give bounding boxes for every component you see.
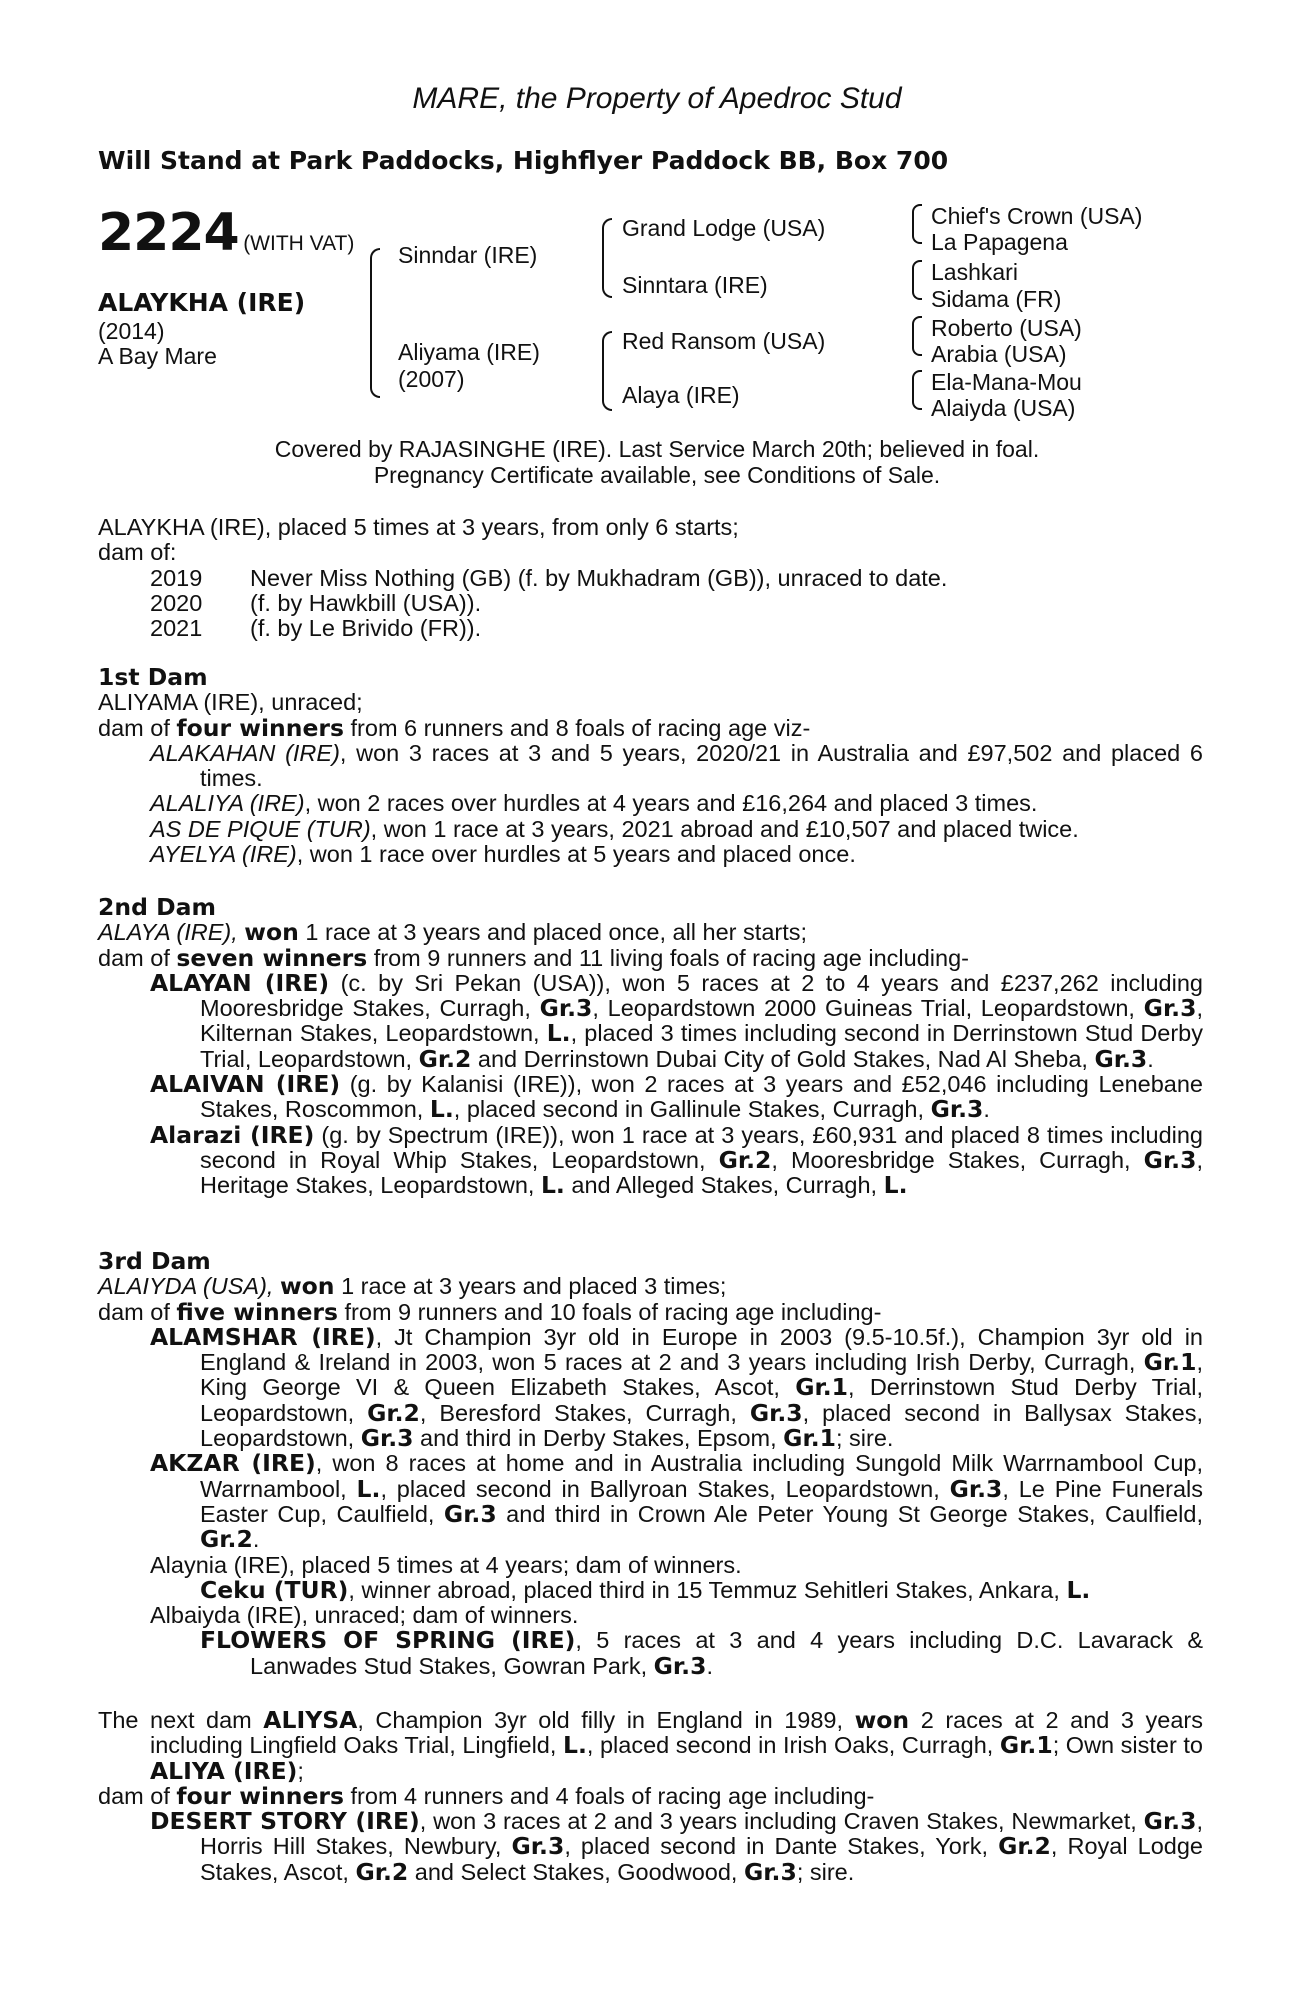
grade: L. — [540, 1171, 565, 1200]
second-dam-line — [98, 920, 1203, 945]
text: ; sire. — [835, 1425, 894, 1452]
grand-offspring-entry — [98, 1628, 1203, 1679]
text: , won 3 races at 2 and 3 years including Craven Stakes, Newmarket, — [419, 1808, 1144, 1835]
lot-number: 2224 — [98, 203, 239, 263]
text: . — [1147, 1045, 1154, 1072]
next-dam-dam-of — [98, 1781, 1203, 1810]
dam-name: ALAYA (IRE), — [98, 919, 245, 946]
text: , Kilternan Stakes, Leopardstown, — [200, 995, 1203, 1047]
grade: Gr.1 — [1143, 1348, 1197, 1377]
grade: Gr.1 — [795, 1373, 848, 1402]
offspring-entry — [98, 968, 1204, 1073]
vat-note: (WITH VAT) — [243, 232, 355, 255]
winners-count: four winners — [176, 1781, 344, 1810]
covering-line-1: Covered by RAJASINGHE (IRE). Last Service March 20th; believed in foal. — [274, 436, 1040, 462]
next-dam-section — [98, 1708, 1203, 1885]
pedigree-g2: La Papagena — [931, 229, 1068, 255]
grade: Gr.3 — [749, 1398, 803, 1427]
second-dam-dam-of — [98, 943, 1203, 972]
text: ; Own sister to — [1052, 1732, 1203, 1759]
pedigree-sire-dam: Sinntara (IRE) — [622, 272, 768, 298]
produce-text: (f. by Le Brivido (FR)). — [250, 615, 482, 642]
produce-text: Never Miss Nothing (GB) (f. by Mukhadram (GB)), unraced to date. — [250, 564, 948, 591]
text: 1 race at 3 years and placed once, all her starts; — [298, 919, 808, 946]
covering-line-2: Pregnancy Certificate available, see Conditions of Sale. — [373, 462, 941, 488]
grade: L. — [429, 1095, 454, 1124]
dam-name: ALAIYDA (USA), — [98, 1273, 280, 1300]
produce-row — [150, 566, 947, 591]
text: 2 races at 2 and 3 years including Lingfield Oaks Trial, Lingfield, — [150, 1707, 1203, 1759]
pedigree-dam: Aliyama (IRE) — [398, 339, 540, 365]
text: , placed second in Ballysax Stakes, Leopardstown, — [200, 1399, 1203, 1452]
offspring-entry — [98, 1072, 1203, 1123]
sister-name: ALIYA (IRE) — [150, 1756, 298, 1785]
offspring-entry — [98, 791, 1203, 816]
text: and Alleged Stakes, Curragh, — [564, 1172, 884, 1199]
grade: Gr.3 — [1094, 1044, 1148, 1073]
next-dam-line — [98, 1708, 1203, 1784]
offspring-name: AS DE PIQUE (TUR) — [150, 815, 371, 842]
pedigree-sire-sire: Grand Lodge (USA) — [622, 215, 826, 241]
brace-g12 — [912, 204, 922, 244]
text: , King George VI & Queen Elizabeth Stakes, Ascot, — [200, 1349, 1203, 1401]
produce-year: 2021 — [150, 615, 203, 642]
text: ; — [297, 1757, 304, 1784]
grade: Gr.3 — [360, 1424, 414, 1453]
text: , Mooresbridge Stakes, Curragh, — [771, 1146, 1144, 1173]
first-dam-section — [98, 665, 1203, 867]
second-dam-heading: 2nd Dam — [98, 893, 216, 921]
offspring-entry — [98, 1809, 1203, 1885]
third-dam-heading: 3rd Dam — [98, 1247, 211, 1275]
pedigree-g6: Arabia (USA) — [931, 341, 1067, 367]
offspring-name: ALAKAHAN (IRE) — [150, 739, 340, 766]
sire-brace — [602, 218, 612, 298]
text: . — [252, 1526, 260, 1553]
text: dam of — [98, 1298, 177, 1325]
text: from 9 runners and 10 foals of racing age including- — [337, 1298, 882, 1325]
winners-count: five winners — [176, 1297, 338, 1326]
brace-g34 — [912, 260, 922, 300]
text: dam of — [98, 944, 177, 971]
offspring-text: , won 3 races at 3 and 5 years, 2020/21 in Australia and £97,502 and placed 6 times. — [200, 739, 1203, 792]
pedigree-g1: Chief's Crown (USA) — [931, 203, 1143, 229]
grade: Gr.3 — [539, 994, 593, 1023]
text: , placed 3 times including second in Derrinstown Stud Derby Trial, Leopardstown, — [200, 1020, 1204, 1072]
offspring-entry — [98, 1120, 1203, 1200]
offspring-name: ALAYAN (IRE) — [150, 968, 330, 997]
text: and third in Crown Ale Peter Young St George Stakes, Caulfield, — [496, 1500, 1203, 1527]
text: , Leopardstown 2000 Guineas Trial, Leopardstown, — [592, 995, 1144, 1022]
covering-note — [0, 436, 1314, 488]
offspring-entry: Alaynia (IRE), placed 5 times at 4 years; dam of winners. — [150, 1551, 742, 1578]
text: , Beresford Stakes, Curragh, — [419, 1399, 750, 1426]
offspring-entry — [98, 1322, 1204, 1453]
horse-name: ALAYKHA (IRE) — [98, 288, 306, 317]
pedigree-sire: Sinndar (IRE) — [398, 242, 538, 268]
text: , Le Pine Funerals Easter Cup, Caulfield, — [200, 1475, 1203, 1527]
text: , Horris Hill Stakes, Newbury, — [200, 1808, 1203, 1860]
text: , Royal Lodge Stakes, Ascot, — [200, 1833, 1203, 1885]
page-title: MARE, the Property of Apedroc Stud — [412, 82, 902, 115]
dam-name: ALIYSA — [263, 1706, 358, 1734]
text: , winner abroad, placed third in 15 Temmuz Sehitleri Stakes, Ankara, — [348, 1576, 1067, 1603]
text: , placed second in Irish Oaks, Curragh, — [586, 1732, 1000, 1759]
record-dam-of: dam of: — [98, 539, 177, 566]
horse-description: A Bay Mare — [98, 343, 217, 369]
grade: L. — [883, 1171, 908, 1200]
pedigree-g4: Sidama (FR) — [931, 286, 1062, 312]
text: , Champion 3yr old filly in England in 1989, — [357, 1707, 855, 1733]
third-dam-dam-of — [98, 1297, 1203, 1326]
grade: Gr.2 — [418, 1044, 472, 1073]
record-intro: ALAYKHA (IRE), placed 5 times at 3 years, from only 6 starts; — [98, 514, 739, 540]
grade: L. — [562, 1731, 587, 1760]
second-dam-section — [98, 895, 1203, 1199]
first-dam-dam-of — [98, 713, 1203, 742]
won-label: won — [279, 1272, 335, 1301]
text: from 9 runners and 11 living foals of racing age including- — [367, 944, 969, 971]
produce-table — [150, 566, 947, 642]
text: (g. by Kalanisi (IRE)), won 2 races at 3 years and £52,046 including Lenebane Stakes, Roscommon, — [200, 1071, 1203, 1123]
produce-year: 2020 — [150, 589, 203, 616]
offspring-entry: Albaiyda (IRE), unraced; dam of winners. — [150, 1602, 579, 1629]
text: and Derrinstown Dubai City of Gold Stakes, Nad Al Sheba, — [471, 1045, 1095, 1072]
offspring-text: , won 1 race at 3 years, 2021 abroad and £10,507 and placed twice. — [370, 815, 1079, 842]
pedigree-g3: Lashkari — [931, 259, 1018, 285]
grade: Gr.2 — [998, 1832, 1051, 1861]
grade: Gr.3 — [949, 1474, 1003, 1503]
won-label: won — [854, 1706, 910, 1734]
grade: L. — [356, 1474, 381, 1503]
produce-text: (f. by Hawkbill (USA)). — [250, 589, 482, 616]
grade: Gr.3 — [930, 1095, 984, 1124]
text: (g. by Spectrum (IRE)), won 1 race at 3 years, £60,931 and placed 8 times including second in Royal Whip Stakes, Leopardstown, — [200, 1121, 1203, 1173]
grade: Gr.2 — [718, 1145, 772, 1174]
grade: Gr.1 — [783, 1424, 836, 1453]
text: , won 8 races at home and in Australia including Sungold Milk Warrnambool Cup, Warrnambool, — [200, 1450, 1203, 1502]
grade: Gr.2 — [355, 1857, 409, 1886]
grade: Gr.2 — [200, 1525, 253, 1554]
offspring-name: DESERT STORY (IRE) — [150, 1807, 420, 1836]
pedigree-g5: Roberto (USA) — [931, 315, 1082, 341]
offspring-name: Alarazi (IRE) — [150, 1120, 315, 1149]
offspring-name: ALAIVAN (IRE) — [150, 1070, 341, 1099]
text: . — [983, 1096, 990, 1123]
produce-year: 2019 — [150, 564, 203, 591]
grade: Gr.1 — [999, 1731, 1053, 1760]
grade: Gr.3 — [1143, 1807, 1197, 1836]
grade: Gr.2 — [367, 1398, 420, 1427]
text: , Derrinstown Stud Derby Trial, Leopardstown, — [200, 1374, 1203, 1426]
text: and Select Stakes, Goodwood, — [408, 1858, 744, 1885]
text: . — [706, 1652, 713, 1679]
third-dam-section — [98, 1249, 1203, 1679]
pedigree-g8: Alaiyda (USA) — [931, 395, 1076, 421]
text: from 6 runners and 8 foals of racing age viz- — [344, 714, 811, 741]
offspring-entry — [98, 817, 1203, 842]
text: dam of — [98, 714, 177, 741]
brace-g78 — [912, 370, 922, 410]
dam-line-brace — [370, 248, 380, 398]
grade: L. — [546, 1019, 571, 1048]
text: 1 race at 3 years and placed 3 times; — [334, 1273, 727, 1300]
offspring-entry — [98, 741, 1203, 792]
offspring-name: FLOWERS OF SPRING (IRE) — [200, 1626, 576, 1655]
text: and third in Derby Stakes, Epsom, — [413, 1425, 784, 1452]
first-dam-line: ALIYAMA (IRE), unraced; — [98, 689, 363, 716]
offspring-name: ALAMSHAR (IRE) — [150, 1322, 376, 1351]
text: dam of — [98, 1782, 177, 1809]
pedigree-dam-year: (2007) — [398, 366, 465, 392]
produce-row — [150, 616, 947, 641]
offspring-text: , won 2 races over hurdles at 4 years and £16,264 and placed 3 times. — [304, 790, 1038, 817]
grade: L. — [1066, 1575, 1091, 1604]
offspring-entry — [98, 842, 1203, 867]
offspring-entry — [98, 1451, 1203, 1552]
lot-number-block — [98, 203, 354, 263]
text: , Heritage Stakes, Leopardstown, — [200, 1146, 1203, 1199]
pedigree-dam-sire: Red Ransom (USA) — [622, 328, 826, 354]
first-dam-heading: 1st Dam — [98, 663, 208, 691]
dam-brace — [602, 331, 612, 411]
text: , placed second in Dante Stakes, York, — [564, 1833, 999, 1860]
grade: Gr.3 — [653, 1651, 707, 1680]
grade: Gr.3 — [1143, 994, 1197, 1023]
grade: Gr.3 — [744, 1857, 797, 1886]
grade: Gr.3 — [511, 1832, 565, 1861]
stand-location: Will Stand at Park Paddocks, Highflyer Paddock BB, Box 700 — [98, 146, 949, 175]
offspring-name: ALALIYA (IRE) — [150, 790, 305, 817]
produce-record — [98, 515, 1203, 641]
offspring-name: AKZAR (IRE) — [150, 1449, 316, 1478]
text: , placed second in Ballyroan Stakes, Leopardstown, — [380, 1475, 950, 1502]
offspring-name: AYELYA (IRE) — [150, 841, 297, 868]
produce-row — [150, 591, 947, 616]
text: , 5 races at 3 and 4 years including D.C. Lavarack & Lanwades Stud Stakes, Gowran Park, — [250, 1627, 1203, 1679]
won-label: won — [244, 918, 299, 947]
text: The next dam — [98, 1707, 264, 1733]
text: , placed second in Gallinule Stakes, Curragh, — [453, 1096, 931, 1123]
text: ; sire. — [796, 1858, 855, 1885]
grade: Gr.3 — [1143, 1145, 1197, 1174]
third-dam-line — [98, 1274, 1203, 1299]
brace-g56 — [912, 316, 922, 356]
text: from 4 runners and 4 foals of racing age including- — [344, 1782, 875, 1809]
offspring-text: , won 1 race over hurdles at 5 years and placed once. — [296, 841, 856, 868]
offspring-name: Ceku (TUR) — [200, 1575, 349, 1604]
pedigree-g7: Ela-Mana-Mou — [931, 369, 1082, 395]
text: , Jt Champion 3yr old in Europe in 2003 (9.5-10.5f.), Champion 3yr old in England & Ireland in 2003, won 5 races at 2 and 3 years including Irish Derby, Curragh, — [200, 1323, 1204, 1376]
grand-offspring-entry — [98, 1575, 1203, 1604]
winners-count: four winners — [176, 713, 344, 742]
pedigree-dam-dam: Alaya (IRE) — [622, 382, 740, 408]
text: (c. by Sri Pekan (USA)), won 5 races at 2 to 4 years and £237,262 including Mooresbridge Stakes, Curragh, — [200, 969, 1203, 1022]
horse-year: (2014) — [98, 318, 165, 344]
grade: Gr.3 — [443, 1499, 497, 1528]
winners-count: seven winners — [176, 943, 368, 972]
